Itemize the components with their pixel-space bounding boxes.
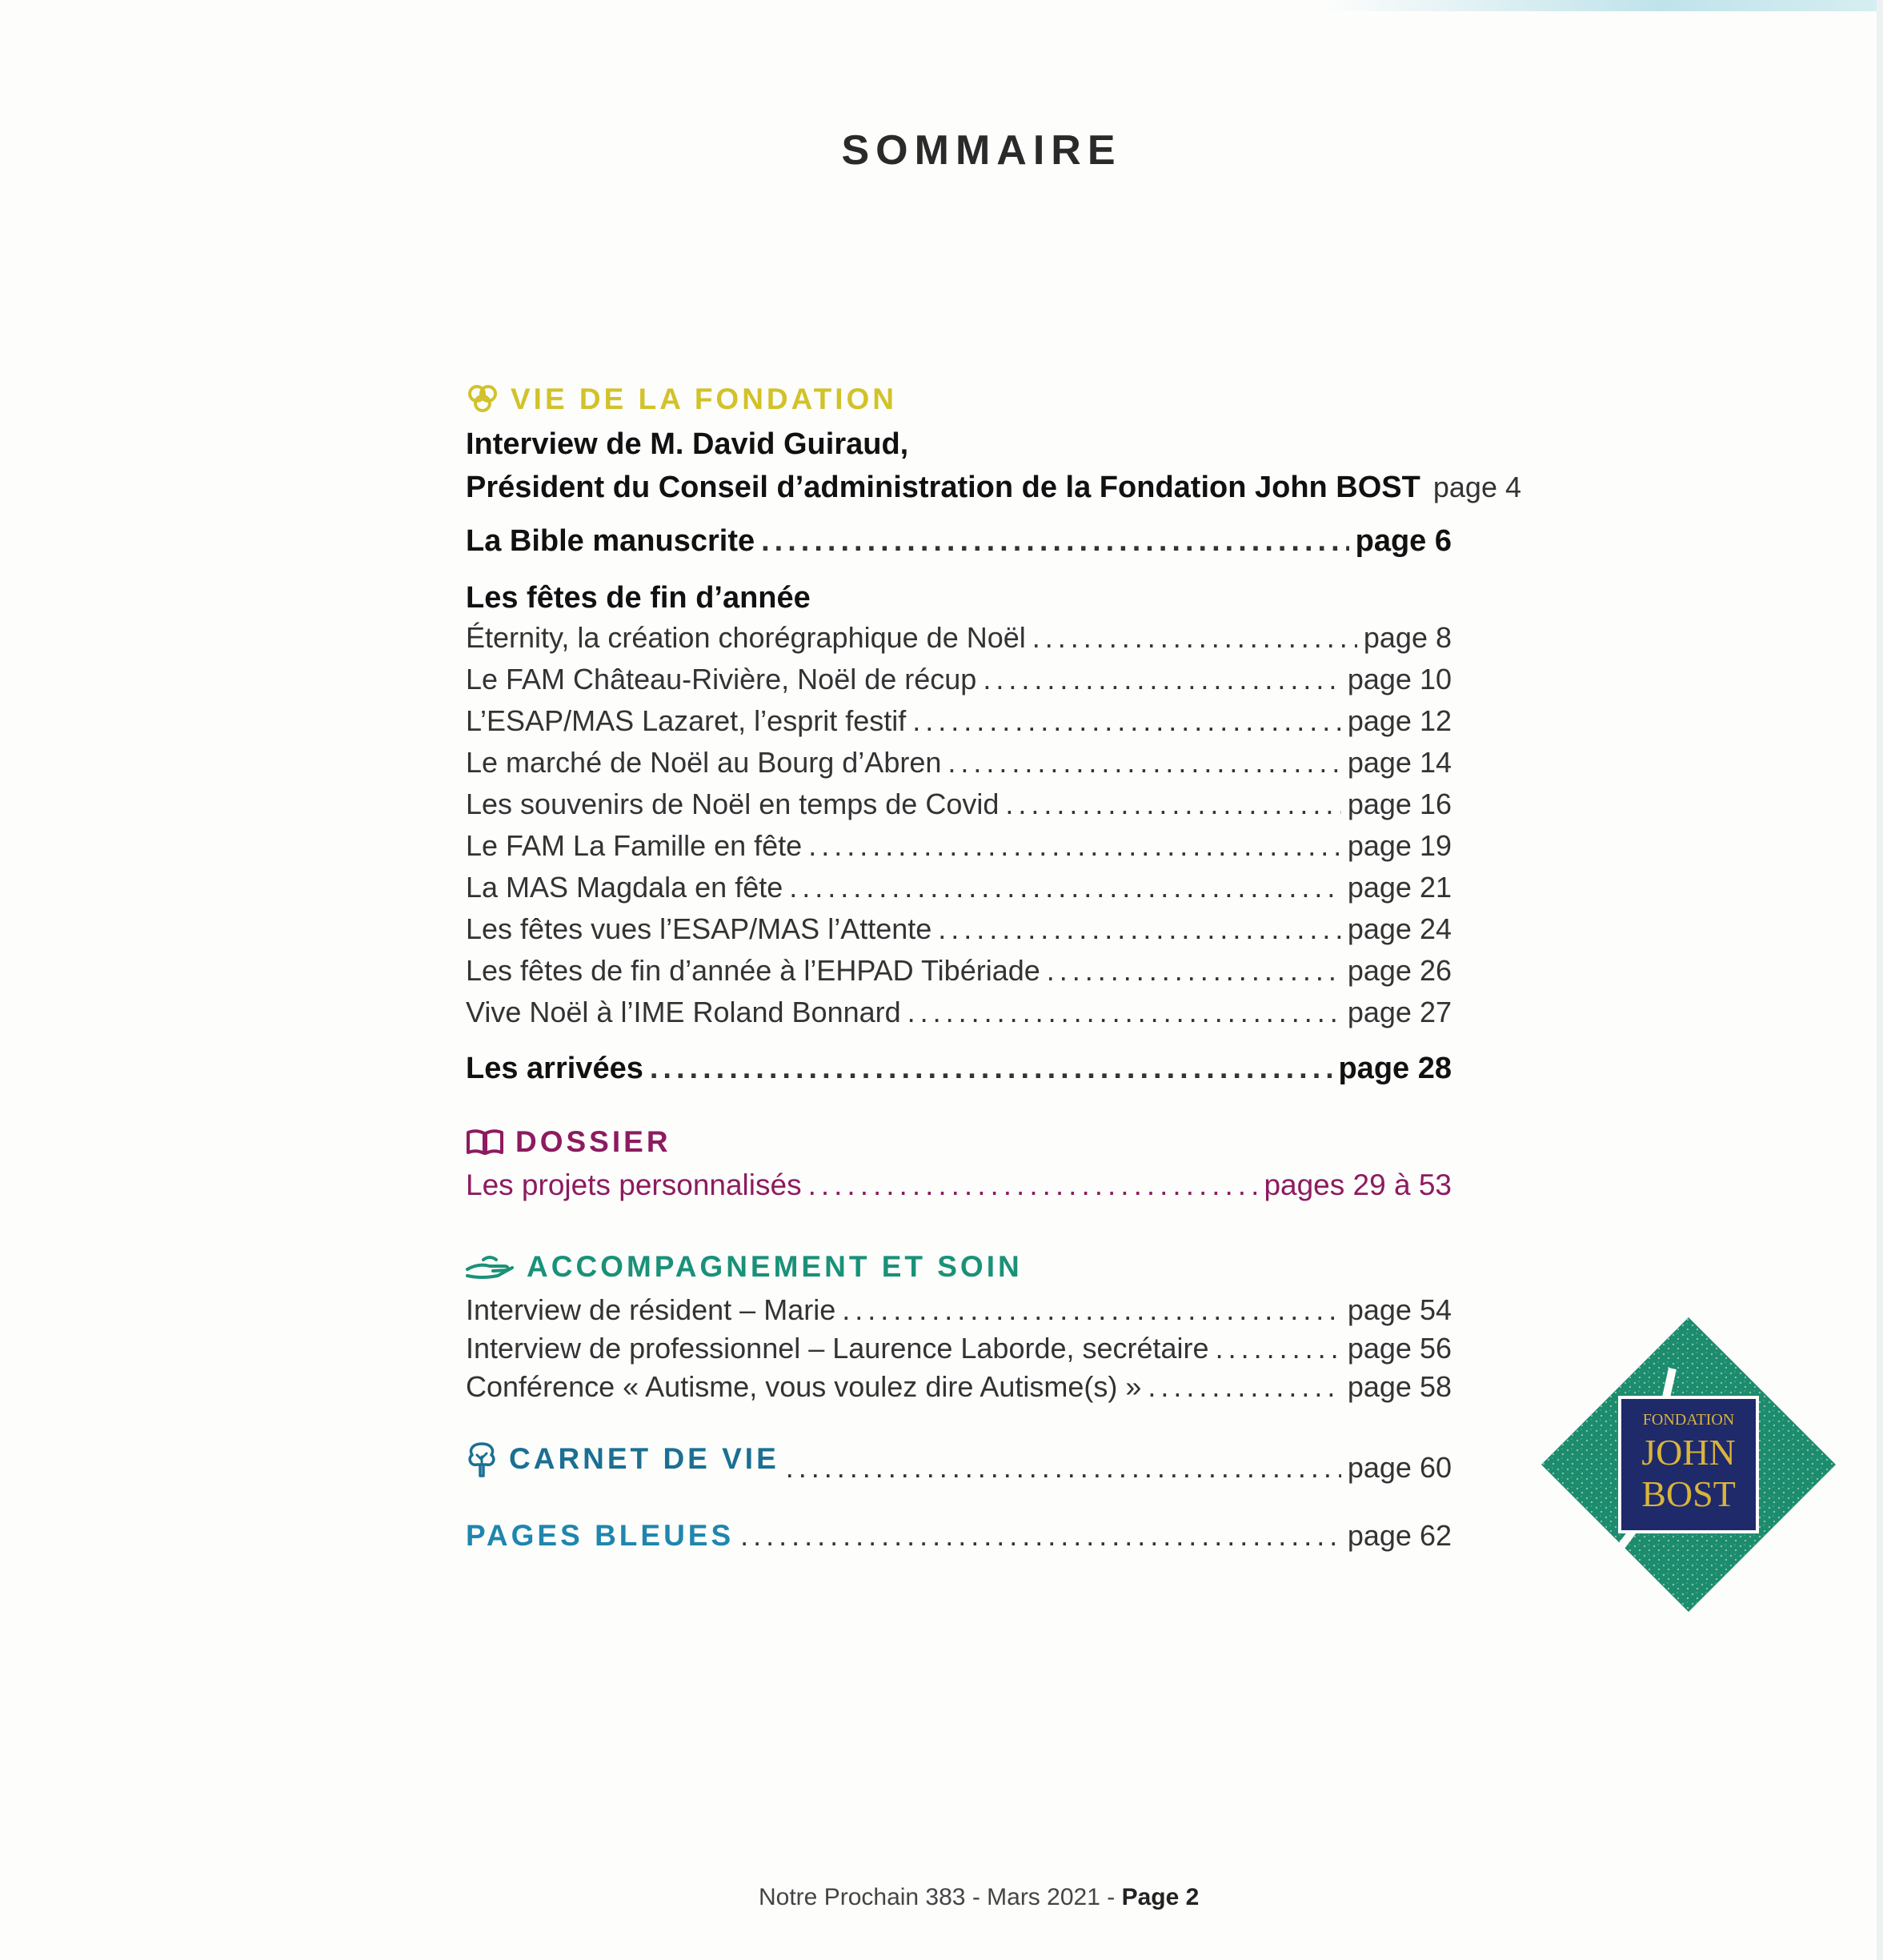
toc-entry-page: page 19 <box>1347 829 1452 862</box>
toc-entry-title: Les arrivées <box>466 1052 643 1085</box>
toc-entry-title: Interview de professionnel – Laurence Laborde, secrétaire <box>466 1332 1209 1365</box>
toc-entry-page: page 10 <box>1347 663 1452 695</box>
page-footer <box>759 1884 1199 1911</box>
leader-dots <box>912 704 1341 738</box>
logo-text-john: JOHN <box>1641 1432 1736 1473</box>
leader-dots <box>842 1293 1341 1327</box>
leader-dots <box>761 524 1348 559</box>
leader-dots <box>808 829 1341 863</box>
toc-entry-page: page 8 <box>1363 621 1452 654</box>
toc-entry-page: page 62 <box>1347 1519 1452 1552</box>
toc-entry-title: Les fêtes de fin d’année à l’EHPAD Tibériade <box>466 954 1040 987</box>
section-heading-label: ACCOMPAGNEMENT ET SOIN <box>527 1250 1023 1283</box>
toc-entry-title: La MAS Magdala en fête <box>466 871 783 904</box>
toc-entry-pages-bleues[interactable] <box>466 1519 1452 1553</box>
toc-entry-accompagnement[interactable] <box>466 1332 1452 1365</box>
toc-entry-title: Conférence « Autisme, vous voulez dire Autisme(s) » <box>466 1370 1142 1403</box>
section-heading-accompagnement <box>466 1250 1023 1284</box>
toc-entry-page: page 28 <box>1338 1052 1452 1085</box>
toc-entry-fetes[interactable] <box>466 788 1452 821</box>
toc-entry-title: Vive Noël à l’IME Roland Bonnard <box>466 996 901 1028</box>
toc-entry-page: page 24 <box>1347 912 1452 945</box>
toc-entry-page: page 60 <box>1347 1451 1452 1484</box>
toc-entry-title: Le FAM La Famille en fête <box>466 829 803 862</box>
toc-entry-fetes[interactable] <box>466 704 1452 738</box>
toc-entry-title: La Bible manuscrite <box>466 524 755 558</box>
leader-dots <box>1148 1370 1340 1404</box>
section-heading-carnet <box>466 1441 779 1477</box>
toc-entry-title: Le FAM Château-Rivière, Noël de récup <box>466 663 977 695</box>
open-book-icon <box>466 1128 504 1156</box>
toc-entry-page: page 27 <box>1347 996 1452 1028</box>
section-heading-label: CARNET DE VIE <box>509 1442 779 1475</box>
toc-entry-page: page 14 <box>1347 746 1452 779</box>
leader-dots <box>1047 954 1341 988</box>
logo-text-bost: BOST <box>1641 1473 1736 1514</box>
toc-entry-page: page 12 <box>1347 704 1452 737</box>
tree-icon <box>466 1441 498 1477</box>
trefoil-icon <box>466 383 499 416</box>
interview-line-1[interactable]: Interview de M. David Guiraud, <box>466 427 909 461</box>
toc-entry-fetes[interactable] <box>466 829 1452 863</box>
toc-entry-page: page 16 <box>1347 788 1452 820</box>
leader-dots <box>1032 621 1357 655</box>
toc-entry-accompagnement[interactable] <box>466 1293 1452 1327</box>
toc-entry-fetes[interactable] <box>466 621 1452 655</box>
logo-text-fondation: FONDATION <box>1642 1411 1735 1429</box>
footer-publication: Notre Prochain 383 - Mars 2021 - <box>759 1884 1116 1910</box>
right-page-edge <box>1877 0 1883 1960</box>
section-heading-label: VIE DE LA FONDATION <box>511 383 897 415</box>
leader-dots <box>740 1519 1341 1553</box>
toc-entry-page: page 56 <box>1347 1332 1452 1365</box>
leader-dots <box>808 1168 1258 1202</box>
top-edge-tint <box>1323 0 1883 11</box>
hand-icon <box>466 1253 515 1281</box>
fondation-john-bost-logo <box>1536 1313 1841 1617</box>
footer-page-number: Page 2 <box>1121 1884 1200 1910</box>
toc-entry-interview[interactable] <box>466 471 1521 505</box>
section-heading-dossier <box>466 1125 671 1159</box>
leader-dots <box>786 1451 1341 1485</box>
leader-dots <box>650 1052 1332 1086</box>
toc-entry-title: Éternity, la création chorégraphique de Noël <box>466 621 1026 654</box>
toc-entry-bible[interactable] <box>466 524 1452 559</box>
leader-dots <box>983 663 1341 696</box>
section-heading-label: DOSSIER <box>515 1125 671 1158</box>
toc-entry-page: page 4 <box>1432 471 1521 503</box>
toc-entry-fetes[interactable] <box>466 912 1452 946</box>
toc-entry-title: L’ESAP/MAS Lazaret, l’esprit festif <box>466 704 907 737</box>
leader-dots <box>1005 788 1340 821</box>
toc-entry-dossier[interactable] <box>466 1168 1452 1202</box>
toc-entry-page: page 58 <box>1347 1370 1452 1403</box>
toc-entry-title: Le marché de Noël au Bourg d’Abren <box>466 746 942 779</box>
toc-entry-page: pages 29 à 53 <box>1264 1168 1452 1201</box>
toc-entry-accompagnement[interactable] <box>466 1370 1452 1404</box>
leader-dots <box>789 871 1341 904</box>
section-heading-pages-bleues: PAGES BLEUES <box>466 1519 735 1552</box>
page-title: SOMMAIRE <box>841 127 1122 174</box>
toc-entry-page: page 21 <box>1347 871 1452 904</box>
toc-entry-fetes[interactable] <box>466 663 1452 696</box>
leader-dots <box>948 746 1340 780</box>
toc-entry-carnet[interactable] <box>466 1441 1452 1485</box>
leader-dots <box>1216 1332 1341 1365</box>
leader-dots <box>907 996 1341 1029</box>
toc-entry-page: page 26 <box>1347 954 1452 987</box>
toc-entry-title: Les fêtes vues l’ESAP/MAS l’Attente <box>466 912 932 945</box>
toc-entry-fetes[interactable] <box>466 871 1452 904</box>
toc-entry-page: page 54 <box>1347 1293 1452 1326</box>
toc-entry-title: Les projets personnalisés <box>466 1168 802 1201</box>
toc-entry-fetes[interactable] <box>466 954 1452 988</box>
toc-entry-fetes[interactable] <box>466 996 1452 1029</box>
toc-entry-title: Les souvenirs de Noël en temps de Covid <box>466 788 1000 820</box>
toc-entry-fetes[interactable] <box>466 746 1452 780</box>
toc-entry-title: Interview de résident – Marie <box>466 1293 836 1326</box>
leader-dots <box>938 912 1341 946</box>
toc-entry-page: page 6 <box>1355 524 1452 558</box>
toc-entry-arrivees[interactable] <box>466 1052 1452 1086</box>
subsection-fetes-heading: Les fêtes de fin d’année <box>466 581 811 615</box>
toc-entry-title: Président du Conseil d’administration de la Fondation John BOST <box>466 471 1420 504</box>
section-heading-vie <box>466 383 897 416</box>
